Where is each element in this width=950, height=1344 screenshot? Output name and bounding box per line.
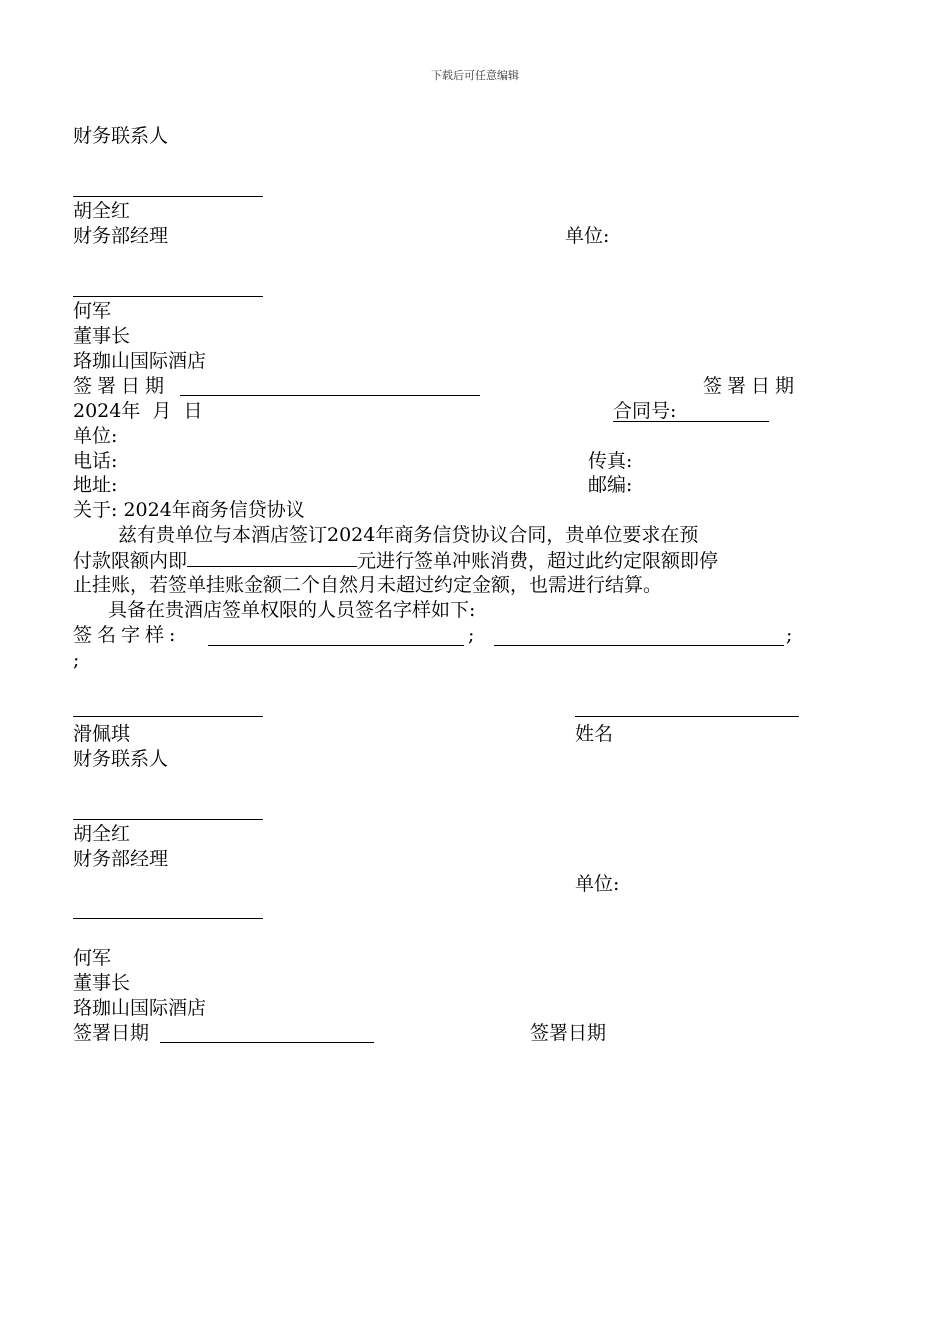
chairman-name: 何军	[73, 947, 112, 969]
semicolon: ;	[786, 624, 793, 646]
chairman-title: 董事长	[73, 972, 131, 994]
sign-date-label: 签署日期	[73, 1022, 150, 1044]
signature-sample-label: 签名字样:	[73, 624, 181, 646]
right-sign-date-label: 签署日期	[703, 375, 800, 397]
finance-manager-name: 胡全红	[73, 200, 131, 222]
finance-manager-name: 胡全红	[73, 823, 131, 845]
hotel-name: 珞珈山国际酒店	[73, 350, 207, 372]
unit-label: 单位:	[73, 425, 118, 447]
subject-line: 关于: 2024年商务信贷协议	[73, 499, 305, 521]
signature-line	[73, 819, 263, 820]
paragraph-text: 付款限额内即	[73, 550, 188, 572]
contact-name: 滑佩琪	[73, 723, 131, 745]
right-name-label: 姓名	[575, 723, 614, 745]
chairman-name: 何军	[73, 300, 112, 322]
signature-sample-line	[208, 645, 464, 646]
finance-contact-title: 财务联系人	[73, 125, 169, 147]
postcode-label: 邮编:	[588, 474, 633, 496]
right-sign-date-label: 签署日期	[530, 1022, 607, 1044]
sign-date-line	[160, 1042, 374, 1043]
date-text: 2024年 月 日	[73, 400, 203, 422]
fax-label: 传真:	[588, 450, 633, 472]
signature-line	[73, 196, 263, 197]
amount-blank	[187, 548, 357, 567]
address-label: 地址:	[73, 474, 118, 496]
signature-line	[73, 918, 263, 919]
finance-manager-title: 财务部经理	[73, 848, 169, 870]
right-unit-label: 单位:	[565, 225, 610, 247]
signature-sample-line	[494, 645, 784, 646]
paragraph-line: 兹有贵单位与本酒店签订2024年商务信贷协议合同，贵单位要求在预	[118, 524, 699, 546]
finance-contact-title: 财务联系人	[73, 748, 169, 770]
contract-no-label: 合同号:	[613, 399, 769, 422]
sign-date-line	[180, 395, 480, 396]
semicolon: ;	[73, 649, 80, 671]
signature-line	[73, 296, 263, 297]
paragraph-text: 元进行签单冲账消费，超过此约定限额即停	[357, 550, 719, 572]
finance-manager-title: 财务部经理	[73, 225, 169, 247]
phone-label: 电话:	[73, 450, 118, 472]
sign-date-label: 签署日期	[73, 375, 170, 397]
paragraph-line: 止挂账，若签单挂账金额二个自然月未超过约定金额，也需进行结算。	[73, 574, 663, 596]
chairman-title: 董事长	[73, 325, 131, 347]
hotel-name: 珞珈山国际酒店	[73, 997, 207, 1019]
paragraph-line: 具备在贵酒店签单权限的人员签名字样如下:	[108, 599, 476, 621]
page-header-note: 下载后可任意编辑	[431, 69, 519, 82]
signature-line	[575, 716, 799, 717]
signature-line	[73, 716, 263, 717]
semicolon: ;	[468, 624, 475, 646]
right-unit-label: 单位:	[575, 873, 620, 895]
